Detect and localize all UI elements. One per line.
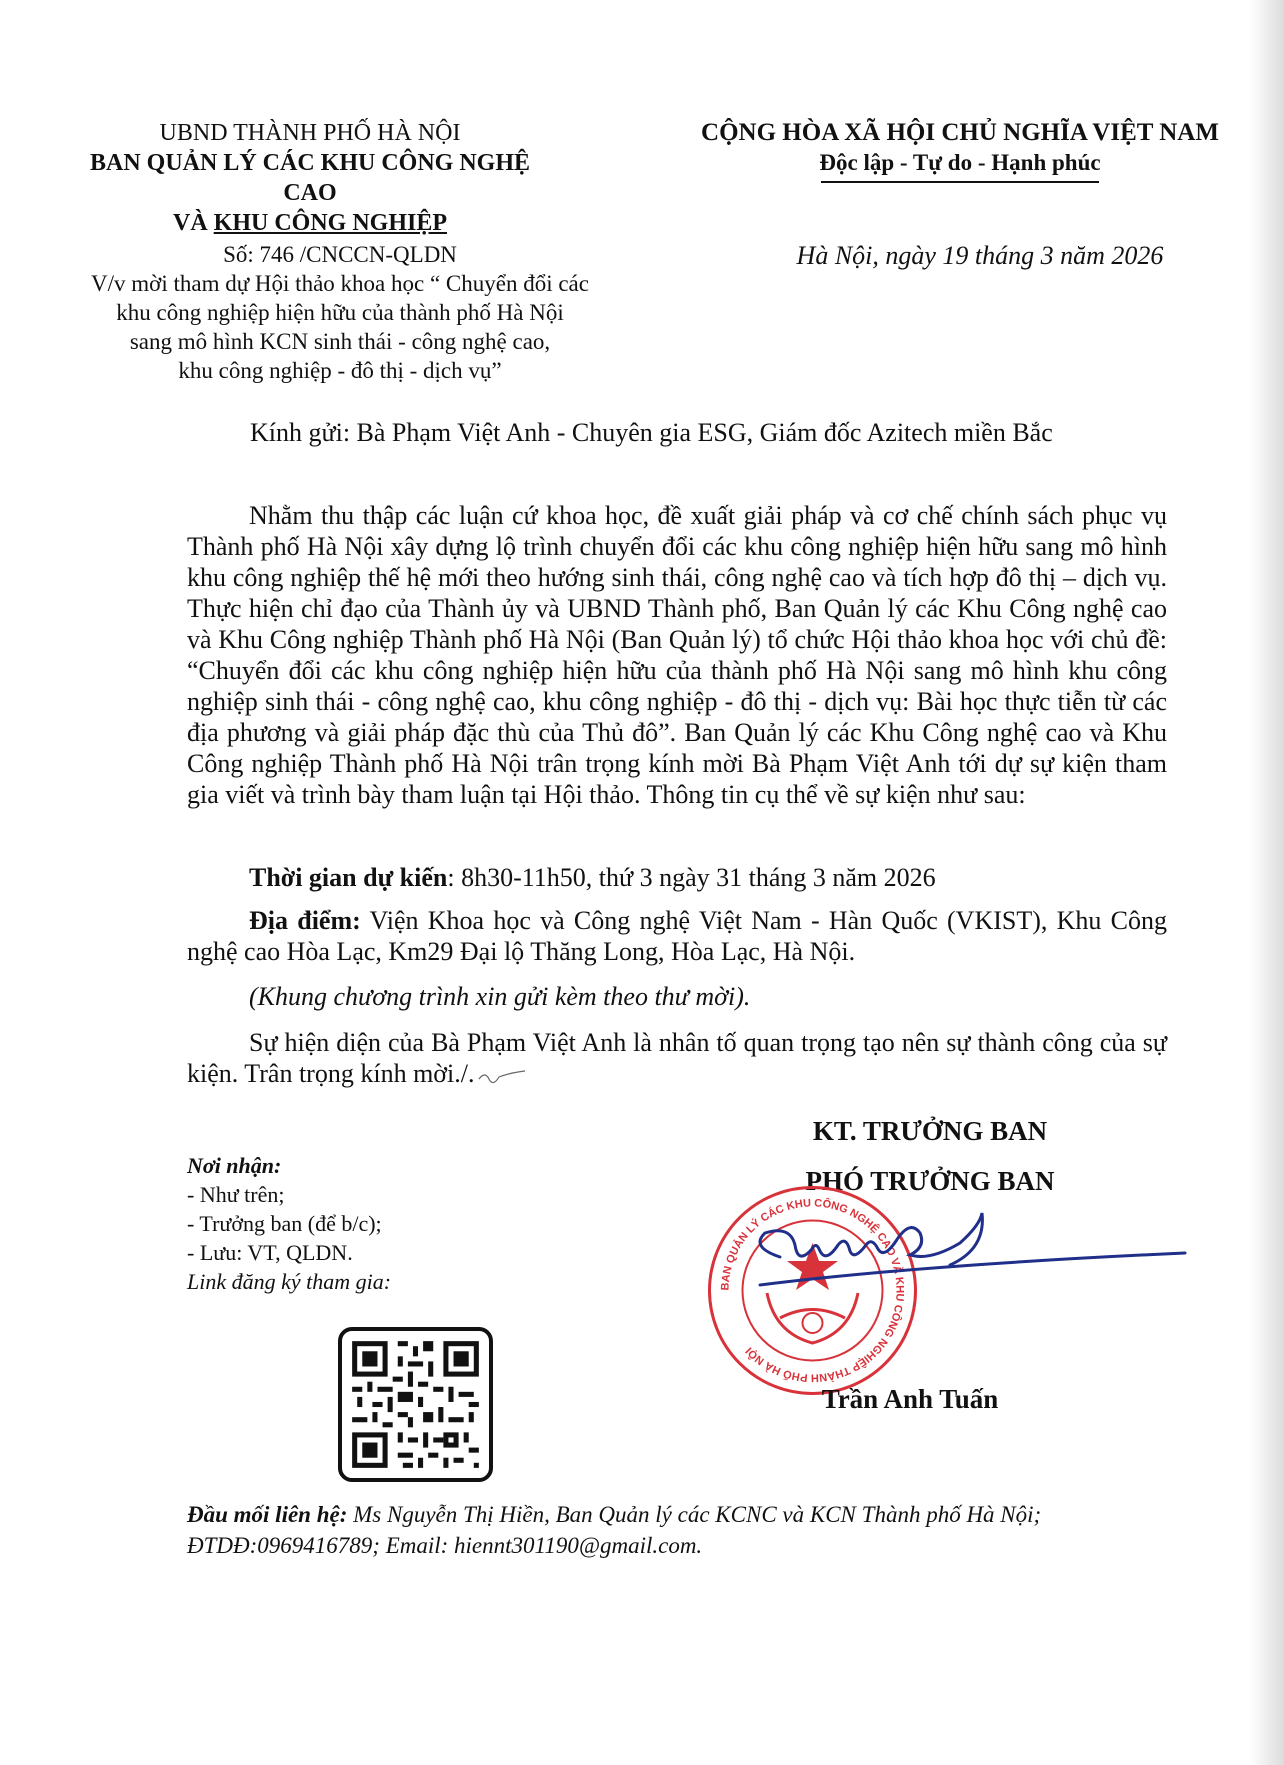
issuer-header: [70, 118, 550, 238]
event-place-value: Viện Khoa học và Công nghệ Việt Nam - Hàn Quốc (VKIST), Khu Công nghệ cao Hòa Lạc, Km29 Đại lộ Thăng Long, Hòa Lạc, Hà Nội.: [187, 906, 1167, 966]
national-motto: Độc lập - Tự do - Hạnh phúc: [819, 150, 1101, 175]
issuer-line3-underlined: KHU CÔNG NGHIỆP: [213, 210, 447, 236]
contact-line1: [187, 1499, 1207, 1530]
issuer-line2: BAN QUẢN LÝ CÁC KHU CÔNG NGHỆ CAO: [89, 150, 530, 206]
document-number: Số: 746 /CNCCN-QLDN: [223, 242, 457, 267]
qr-code-icon: [342, 1331, 489, 1478]
subject-line: V/v mời tham dự Hội thảo khoa học “ Chuyển đổi các: [91, 271, 589, 296]
issuer-line3: [70, 208, 550, 238]
receiver-item: - Lưu: VT, QLDN.: [187, 1240, 353, 1265]
receiver-item: - Như trên;: [187, 1182, 285, 1207]
issuer-line1: UBND THÀNH PHỐ HÀ NỘI: [159, 120, 461, 146]
body-paragraph: [187, 500, 1167, 810]
receiver-item: - Trưởng ban (để b/c);: [187, 1211, 382, 1236]
national-title: CỘNG HÒA XÃ HỘI CHỦ NGHĨA VIỆT NAM: [701, 119, 1219, 146]
motto-underline: [821, 181, 1099, 183]
subject-block: [70, 269, 610, 385]
registration-link-label: Link đăng ký tham gia:: [187, 1269, 392, 1294]
event-place-label: Địa điểm:: [249, 906, 361, 935]
issuer-line3-prefix: VÀ: [172, 210, 214, 236]
program-note: [187, 981, 1167, 1012]
registration-qr-code[interactable]: [338, 1327, 493, 1482]
signature-title-line1: KT. TRƯỞNG BAN: [812, 1116, 1048, 1146]
event-place: [187, 905, 1167, 967]
national-header: [680, 118, 1240, 183]
contact-line2: ĐTDĐ:0969416789; Email: hiennt301190@gmail.com.: [187, 1533, 703, 1558]
receivers-block: [187, 1151, 607, 1296]
event-time-value: : 8h30-11h50, thứ 3 ngày 31 tháng 3 năm 2026: [447, 863, 936, 892]
contact-value: Ms Nguyễn Thị Hiền, Ban Quản lý các KCNC và KCN Thành phố Hà Nội;: [347, 1502, 1042, 1527]
contact-block: [187, 1499, 1207, 1561]
closing-paragraph: [187, 1027, 1167, 1089]
body-text: Nhằm thu thập các luận cứ khoa học, đề xuất giải pháp và cơ chế chính sách phục vụ Thành phố Hà Nội xây dựng lộ trình chuyển đổi các khu công nghiệp hiện hữu sang mô hình khu công nghiệp thế hệ mới theo hướng sinh thái, công nghệ cao và tích hợp đô thị – dịch vụ. Thực hiện chỉ đạo của Thành ủy và UBND Thành phố, Ban Quản lý các Khu Công nghệ cao và Khu Công nghiệp Thành phố Hà Nội (Ban Quản lý) tổ chức Hội thảo khoa học với chủ đề: “Chuyển đổi các khu công nghiệp hiện hữu của thành phố Hà Nội sang mô hình khu công nghiệp sinh thái - công nghệ cao, khu công nghiệp - đô thị - dịch vụ: Bài học thực tiễn từ các địa phương và giải pháp đặc thù của Thủ đô”. Ban Quản lý các Khu Công nghệ cao và Khu Công nghiệp Thành phố Hà Nội trân trọng kính mời Bà Phạm Việt Anh tới dự sự kiện tham gia viết và trình bày tham luận tại Hội thảo. Thông tin cụ thể về sự kiện như sau:: [187, 501, 1167, 809]
recipient-line: Kính gửi: Bà Phạm Việt Anh - Chuyên gia ESG, Giám đốc Azitech miền Bắc: [250, 418, 1053, 447]
event-time-label: Thời gian dự kiến: [249, 863, 448, 892]
signer-name: Trần Anh Tuấn: [821, 1384, 999, 1414]
subject-line: khu công nghiệp - đô thị - dịch vụ”: [178, 358, 502, 383]
page-edge-shadow: [1250, 0, 1284, 1765]
date-line: Hà Nội, ngày 19 tháng 3 năm 2026: [796, 241, 1164, 270]
handwritten-signature-icon: [720, 1205, 1200, 1325]
initial-mark-icon: [475, 1065, 527, 1087]
receivers-title: Nơi nhận:: [187, 1153, 282, 1178]
subject-line: khu công nghiệp hiện hữu của thành phố Hà Nội: [116, 300, 564, 325]
seal-ring-text: BAN QUẢN LÝ CÁC KHU CÔNG NGHỆ CAO VÀ KHU CÔNG NGHIỆP THÀNH PHỐ HÀ NỘI: [719, 1197, 906, 1384]
program-note-text: (Khung chương trình xin gửi kèm theo thư mời).: [249, 982, 751, 1011]
contact-label: Đầu mối liên hệ:: [187, 1502, 348, 1527]
subject-line: sang mô hình KCN sinh thái - công nghệ cao,: [129, 329, 551, 354]
closing-text: Sự hiện diện của Bà Phạm Việt Anh là nhân tố quan trọng tạo nên sự thành công của sự kiện. Trân trọng kính mời./.: [187, 1028, 1167, 1088]
event-time: [187, 862, 1167, 893]
signature-title-line2: PHÓ TRƯỞNG BAN: [805, 1166, 1055, 1196]
